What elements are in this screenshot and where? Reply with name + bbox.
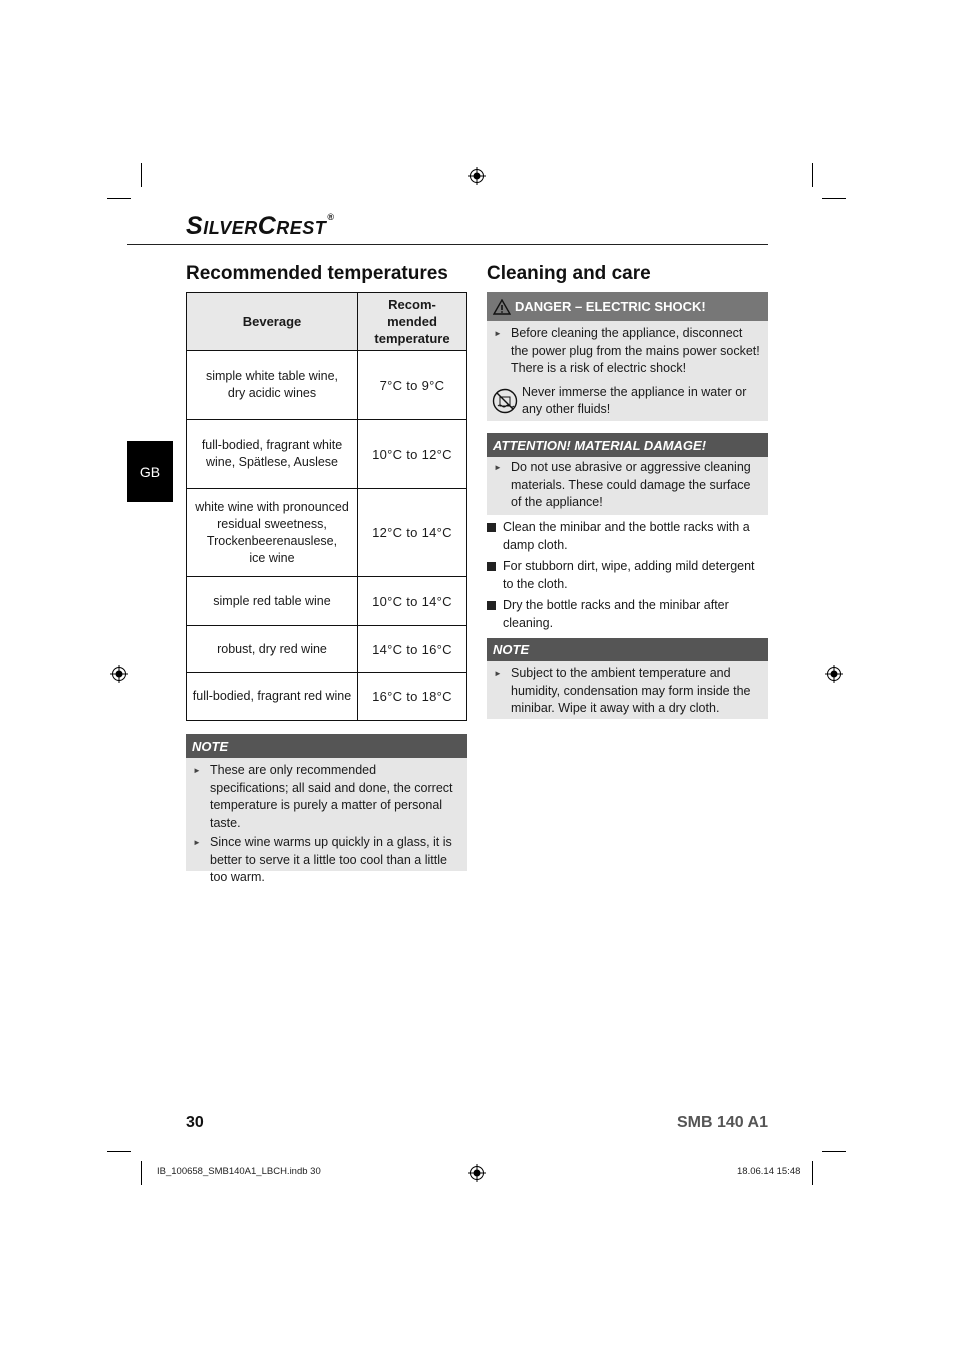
cleaning-step: Dry the bottle racks and the minibar after cleaning. [487, 597, 763, 632]
temperature-cell: 12°C to 14°C [358, 489, 467, 577]
brand-logo [186, 212, 334, 241]
page-number: 30 [186, 1114, 204, 1131]
language-tab-label: GB [139, 463, 161, 480]
warning-triangle-icon [493, 299, 511, 315]
registration-mark-icon [825, 665, 843, 683]
crop-mark [141, 1161, 142, 1185]
cleaning-step: For stubborn dirt, wipe, adding mild detergent to the cloth. [487, 558, 763, 593]
slug-file: IB_100658_SMB140A1_LBCH.indb 30 [157, 1166, 321, 1177]
model-number: SMB 140 A1 [677, 1114, 768, 1131]
note-item: ► Subject to the ambient temperature and humidity, condensation may form inside the minibar. Wipe it away with a dry cloth. [487, 665, 758, 718]
temperature-cell: 10°C to 12°C [358, 420, 467, 489]
table-row [187, 673, 467, 721]
temperature-cell: 10°C to 14°C [358, 577, 467, 626]
slug-datetime: 18.06.14 15:48 [737, 1166, 801, 1177]
crop-mark [107, 198, 131, 199]
table-row [187, 577, 467, 626]
danger-title: DANGER – ELECTRIC SHOCK! [515, 299, 706, 314]
beverage-cell: simple red table wine [187, 577, 358, 626]
beverage-cell: white wine with pronounced residual sweetness, Trockenbeerenauslese, ice wine [187, 489, 358, 577]
registration-mark-icon [468, 1164, 486, 1182]
table-row [187, 489, 467, 577]
brand-letter: S [186, 212, 204, 240]
note-header-right [487, 638, 768, 661]
crop-mark [822, 1151, 846, 1152]
attention-header [487, 433, 768, 457]
no-immersion-icon [492, 388, 518, 414]
beverage-cell: simple white table wine, dry acidic wines [187, 351, 358, 420]
section-heading-cleaning: Cleaning and care [487, 263, 651, 284]
registration-mark-icon [468, 167, 486, 185]
column-header-beverage: Beverage [187, 293, 358, 351]
danger-header [487, 292, 768, 321]
attention-title: ATTENTION! MATERIAL DAMAGE! [493, 437, 707, 453]
cleaning-step: Clean the minibar and the bottle racks with a damp cloth. [487, 519, 763, 554]
attention-body [487, 457, 768, 515]
table-row [187, 626, 467, 673]
note-body-right [487, 661, 768, 719]
brand-letters: ILVER [203, 218, 258, 238]
note-body [186, 758, 467, 884]
danger-body [487, 321, 768, 421]
note-item: ► Since wine warms up quickly in a glass, it is better to serve it a little too cool than a little too warm. [186, 834, 455, 887]
crop-mark [812, 1161, 813, 1185]
crop-mark [822, 198, 846, 199]
table-row [187, 351, 467, 420]
danger-item: ► Before cleaning the appliance, disconnect the power plug from the mains power socket! There is a risk of electric shock! [487, 325, 760, 378]
registration-mark-icon [110, 665, 128, 683]
no-water-row [487, 384, 760, 419]
beverage-cell: full-bodied, fragrant red wine [187, 673, 358, 721]
table-row [187, 420, 467, 489]
beverage-cell: full-bodied, fragrant white wine, Spätlese, Auslese [187, 420, 358, 489]
beverage-cell: robust, dry red wine [187, 626, 358, 673]
note-header [186, 734, 467, 758]
crop-mark [812, 163, 813, 187]
header-rule [127, 244, 768, 245]
note-item: ► These are only recommended specifications; all said and done, the correct temperature is purely a matter of personal taste. [186, 762, 455, 832]
temperature-cell: 16°C to 18°C [358, 673, 467, 721]
note-title: NOTE [493, 642, 530, 657]
no-water-text: Never immerse the appliance in water or any other fluids! [522, 384, 747, 416]
note-title: NOTE [192, 738, 229, 754]
temperature-cell: 7°C to 9°C [358, 351, 467, 420]
crop-mark [107, 1151, 131, 1152]
section-heading-temperatures: Recommended temperatures [186, 263, 448, 284]
temperature-table [186, 292, 467, 721]
brand-letters: REST [276, 218, 327, 238]
crop-mark [141, 163, 142, 187]
temperature-cell: 14°C to 16°C [358, 626, 467, 673]
brand-letter: C [257, 212, 277, 240]
trademark-symbol: ® [327, 212, 335, 222]
attention-item: ► Do not use abrasive or aggressive cleaning materials. These could damage the surface of the appliance! [487, 459, 758, 512]
column-header-temperature: Recom- mended temperature [358, 293, 467, 351]
language-tab [127, 441, 173, 502]
table-header-row [187, 293, 467, 351]
